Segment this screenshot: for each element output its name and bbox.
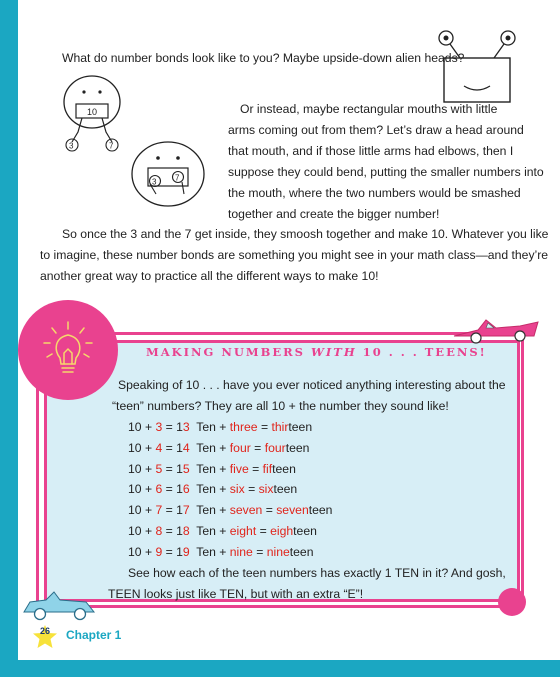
text-line: See how each of the teen numbers has exactly 1 TEN in it? And gosh, bbox=[128, 566, 506, 580]
equation-line: 10 + 6 = 16 Ten + six = sixteen bbox=[128, 482, 298, 497]
smash-left-number: 3 bbox=[152, 177, 157, 187]
text-line: Speaking of 10 . . . have you ever noticed anything interesting about the bbox=[118, 378, 506, 392]
text-line: another great way to practice all the different ways to make 10! bbox=[40, 269, 379, 283]
text-line: to imagine, these number bonds are something you might see in your math class—and they’re bbox=[40, 248, 549, 262]
number-bond-head-doodle bbox=[60, 72, 130, 157]
right-arm-number: 7 bbox=[109, 141, 114, 151]
title-text: 10 . . . TEENS! bbox=[356, 345, 487, 359]
smash-right-number: 7 bbox=[175, 173, 180, 183]
page-number: 26 bbox=[39, 626, 50, 636]
teen-equations bbox=[128, 417, 332, 563]
equation-line: 10 + 7 = 17 Ten + seven = seventeen bbox=[128, 503, 333, 518]
equation-line: 10 + 4 = 14 Ten + four = fourteen bbox=[128, 440, 310, 455]
equation-line: 10 + 8 = 18 Ten + eight = eighteen bbox=[128, 523, 317, 538]
mouth-number: 10 bbox=[87, 107, 98, 117]
title-emphasis: WITH bbox=[311, 345, 357, 359]
chapter-label: Chapter 1 bbox=[66, 628, 122, 642]
text-line: suppose they could bend, putting the smaller numbers into bbox=[228, 165, 544, 179]
sidebar-outro bbox=[108, 563, 506, 605]
left-arm-number: 3 bbox=[69, 141, 74, 151]
title-text: MAKING NUMBERS bbox=[146, 345, 311, 359]
body-paragraph bbox=[40, 224, 548, 287]
text-line: arms coming out from them? Let’s draw a head around bbox=[228, 123, 524, 137]
blue-car-icon bbox=[20, 590, 100, 624]
text-line: together and create the bigger number! bbox=[228, 207, 440, 221]
intro-right-paragraph bbox=[228, 99, 544, 225]
sidebar-title bbox=[146, 345, 487, 359]
pink-dot-decoration bbox=[498, 588, 526, 616]
alien-head-doodle bbox=[430, 28, 540, 108]
text-line: Or instead, maybe rectangular mouths with little bbox=[240, 102, 498, 116]
text-line: TEEN looks just like TEN, but with an extra “E”! bbox=[108, 586, 364, 601]
text-line: So once the 3 and the 7 get inside, they smoosh together and make 10. Whatever you like bbox=[62, 227, 549, 241]
equation-line: 10 + 9 = 19 Ten + nine = nineteen bbox=[128, 544, 314, 559]
intro-line: What do number bonds look like to you? Maybe upside-down alien heads? bbox=[62, 51, 465, 65]
equation-line: 10 + 5 = 15 Ten + five = fifteen bbox=[128, 461, 296, 476]
equation-line: 10 + 3 = 13 Ten + three = thirteen bbox=[128, 420, 313, 434]
text-line: “teen” numbers? They are all 10 + the number they sound like! bbox=[112, 398, 449, 413]
sidebar-intro bbox=[112, 375, 506, 417]
text-line: the mouth, where the two numbers would be smashed bbox=[228, 186, 521, 200]
number-bond-smash-doodle bbox=[128, 140, 210, 210]
text-line: that mouth, and if those little arms had elbows, then I bbox=[228, 144, 514, 158]
lightbulb-icon bbox=[40, 318, 100, 382]
